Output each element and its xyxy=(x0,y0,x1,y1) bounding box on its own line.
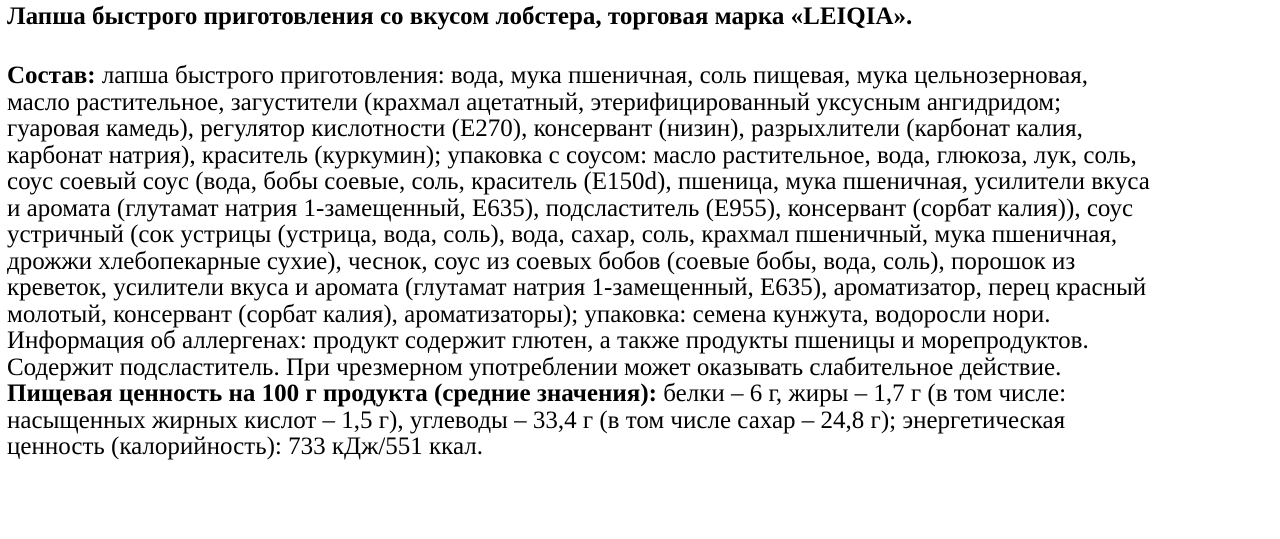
composition-line-3: гуаровая камедь), регулятор кислотности (Е270), консервант (низин), разрыхлители (карбонат калия, xyxy=(7,115,1083,142)
label-body xyxy=(7,63,1275,461)
composition-line-6: и аромата (глутамат натрия 1-замещенный, Е635), подсластитель (Е955), консервант (сорбат калия)), соус xyxy=(7,194,1134,222)
composition-line-4: карбонат натрия), краситель (куркумин); упаковка с соусом: масло растительное, вода, глюкоза, лук, соль, xyxy=(7,141,1137,169)
allergen-info-line: Информация об аллергенах: продукт содержит глютен, а также продукты пшеницы и морепродуктов. xyxy=(7,327,1089,354)
composition-line-10: молотый, консервант (сорбат калия), ароматизаторы); упаковка: семена кунжута, водоросли нори. xyxy=(7,300,1051,328)
composition-text-1: лапша быстрого приготовления: вода, мука пшеничная, соль пищевая, мука цельнозерновая, xyxy=(95,62,1089,89)
composition-line-9: креветок, усилители вкуса и аромата (глутамат натрия 1-замещенный, Е635), ароматизатор, перец красный xyxy=(7,274,1147,301)
product-title: Лапша быстрого приготовления со вкусом лобстера, торговая марка «LEIQIA». xyxy=(7,3,913,30)
nutrition-line-1 xyxy=(7,381,1275,408)
nutrition-line-3: ценность (калорийность): 733 кДж/551 ккал. xyxy=(7,433,483,460)
nutrition-label: Пищевая ценность на 100 г продукта (средние значения): xyxy=(7,380,657,407)
sweetener-warning-line: Содержит подсластитель. При чрезмерном употреблении может оказывать слабительное действие. xyxy=(7,353,1062,381)
nutrition-line-2: насыщенных жирных кислот – 1,5 г), углеводы – 33,4 г (в том числе сахар – 24,8 г); энергетическая xyxy=(7,406,1066,434)
composition-line-2: масло растительное, загустители (крахмал ацетатный, этерифицированный уксусным ангидридом; xyxy=(7,88,1062,116)
composition-line-8: дрожжи хлебопекарные сухие), чеснок, соус из соевых бобов (соевые бобы, вода, соль), порошок из xyxy=(7,247,1076,275)
composition-line-5: соус соевый соус (вода, бобы соевые, соль, краситель (Е150d), пшеница, мука пшеничная, усилители вкуса xyxy=(7,168,1150,195)
nutrition-text-1: белки – 6 г, жиры – 1,7 г (в том числе: xyxy=(657,380,1067,407)
composition-label: Состав: xyxy=(7,62,96,89)
composition-line-1 xyxy=(7,63,1275,90)
composition-line-7: устричный (сок устрицы (устрица, вода, соль), вода, сахар, соль, крахмал пшеничный, мука пшеничная, xyxy=(7,221,1118,248)
